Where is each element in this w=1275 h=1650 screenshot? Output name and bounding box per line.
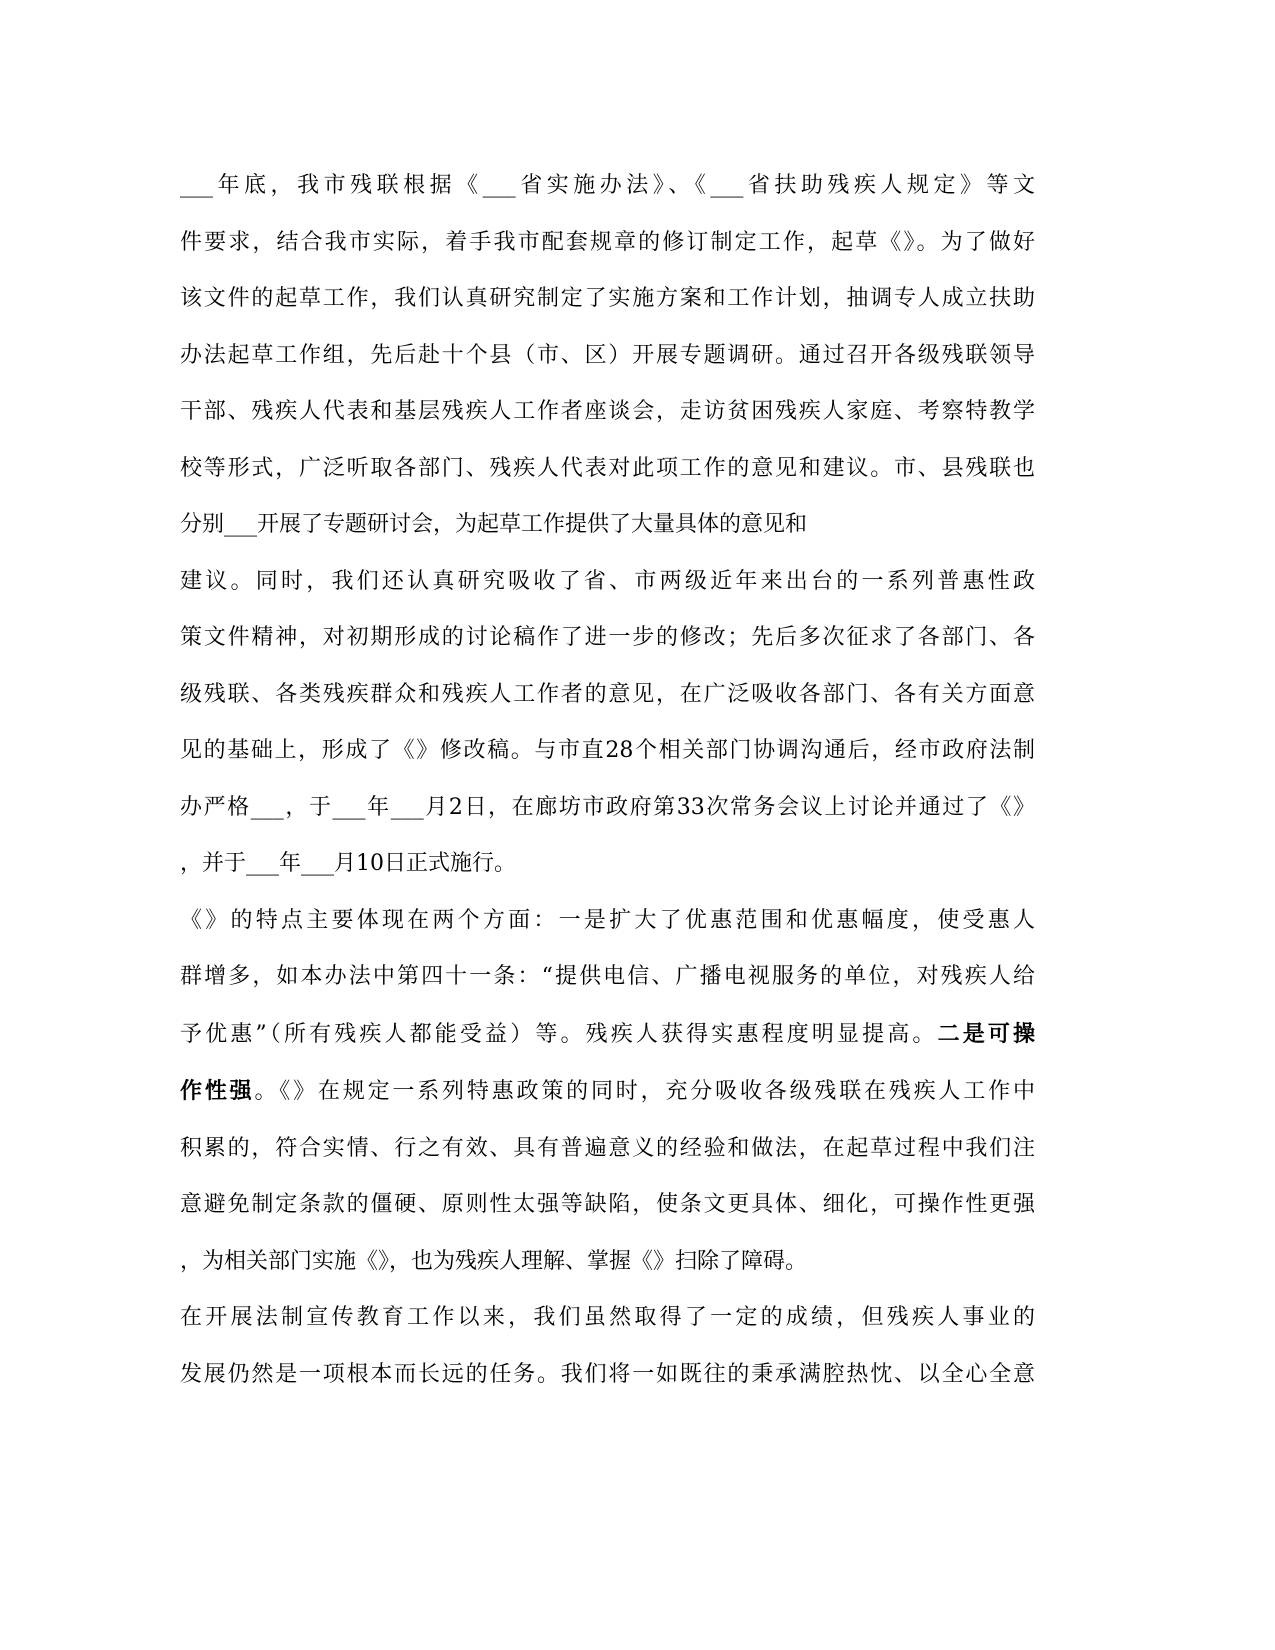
paragraph-3 [180,893,1035,1291]
text-line: 办严格___，于___年___月2日，在廊坊市政府第33次常务会议上讨论并通过了《》 [180,794,1035,820]
paragraph-2 [180,554,1035,893]
text-segment: 。《》在规定一系列特惠政策的同时，充分吸收各级残联在残疾人工作中 [254,1079,1035,1104]
bold-phrase: 作性强 [180,1078,255,1104]
text-segment: 予优惠”（所有残疾人都能受益）等。残疾人获得实惠程度明显提高。 [180,1021,938,1047]
paragraph-1 [180,158,1035,554]
text-line: 在开展法制宣传教育工作以来，我们虽然取得了一定的成绩，但残疾人事业的 [180,1305,1035,1330]
text-line: 见的基础上，形成了《》修改稿。与市直28个相关部门协调沟通后，经市政府法制 [180,738,1035,763]
text-line: 件要求，结合我市实际，着手我市配套规章的修订制定工作，起草《》。为了做好 [180,229,1035,255]
paragraph-4 [180,1290,1035,1403]
bold-phrase: 二是可操 [937,1020,1035,1047]
text-line: 该文件的起草工作，我们认真研究制定了实施方案和工作计划，抽调专人成立扶助 [180,286,1035,311]
text-line: 意避免制定条款的僵硬、原则性太强等缺陷，使条文更具体、细化，可操作性更强 [180,1192,1035,1217]
text-line: ，并于___年___月10日正式施行。 [180,851,516,876]
text-line: ___年底，我市残联根据《___省实施办法》、《___省扶助残疾人规定》等文 [180,173,1035,198]
text-line: 级残联、各类残疾群众和残疾人工作者的意见，在广泛吸收各部门、各有关方面意 [180,681,1035,707]
text-line-with-bold [180,1006,1035,1064]
text-line: 积累的，符合实情、行之有效、具有普遍意义的经验和做法，在起草过程中我们注 [180,1135,1035,1161]
text-line: 办法起草工作组，先后赴十个县（市、区）开展专题调研。通过召开各级残联领导 [180,342,1035,368]
text-line-with-bold [180,1063,1035,1121]
text-line: 校等形式，广泛听取各部门、残疾人代表对此项工作的意见和建议。市、县残联也 [180,455,1035,481]
text-line: 分别___开展了专题研讨会，为起草工作提供了大量具体的意见和 [180,512,808,537]
text-line: 《》的特点主要体现在两个方面：一是扩大了优惠范围和优惠幅度，使受惠人 [180,907,1035,933]
text-line: 群增多，如本办法中第四十一条：“提供电信、广播电视服务的单位，对残疾人给 [180,964,1035,989]
document-body [180,158,1035,1403]
text-line: 策文件精神，对初期形成的讨论稿作了进一步的修改；先后多次征求了各部门、各 [180,625,1035,650]
text-line: 建议。同时，我们还认真研究吸收了省、市两级近年来出台的一系列普惠性政 [180,568,1035,594]
text-line: 发展仍然是一项根本而长远的任务。我们将一如既往的秉承满腔热忱、以全心全意 [180,1361,1035,1387]
text-line: 干部、残疾人代表和基层残疾人工作者座谈会，走访贫困残疾人家庭、考察特教学 [180,399,1035,424]
text-line: ，为相关部门实施《》，也为残疾人理解、掌握《》扫除了障碍。 [180,1248,808,1274]
